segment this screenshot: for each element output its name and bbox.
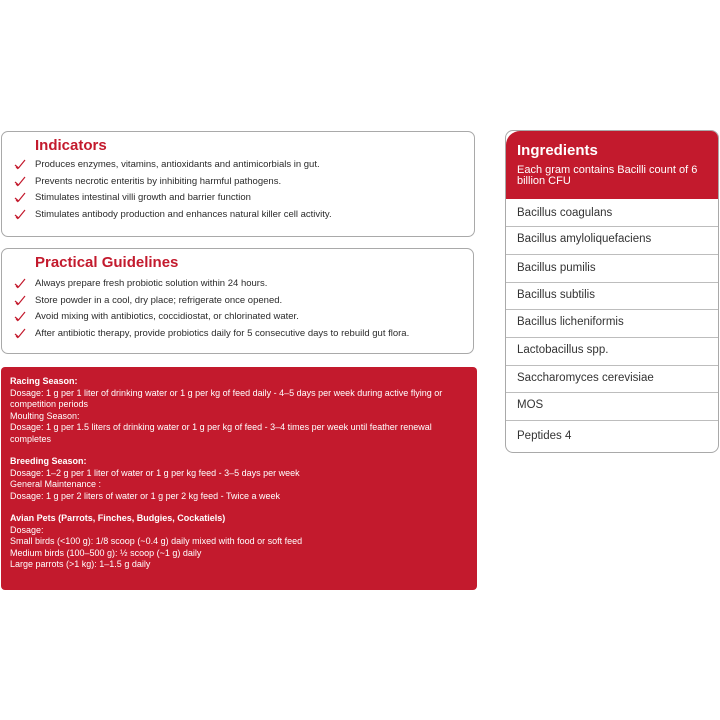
ingredient-name: Saccharomyces cerevisiae (517, 372, 654, 384)
check-mark-icon (14, 175, 26, 187)
ingredient-row (506, 283, 718, 310)
indicators-panel (1, 131, 475, 237)
ingredient-row (506, 227, 718, 255)
ingredient-row (506, 366, 718, 393)
ingredient-row (506, 310, 718, 338)
guideline-text: Always prepare fresh probiotic solution within 24 hours. (35, 278, 268, 289)
ingredients-card (505, 130, 719, 453)
indicators-title: Indicators (35, 137, 107, 154)
ingredient-name: Bacillus amyloliquefaciens (517, 233, 652, 245)
list-item (2, 276, 473, 292)
check-mark-icon (14, 208, 26, 220)
list-item (2, 309, 473, 325)
list-item (2, 207, 474, 223)
check-mark-icon (14, 158, 26, 170)
guideline-text: Store powder in a cool, dry place; refrigerate once opened. (35, 295, 283, 306)
general-maintenance-heading: General Maintenance : (10, 479, 102, 489)
list-item (2, 190, 474, 206)
ingredient-row (506, 421, 718, 453)
guideline-text: Avoid mixing with antibiotics, coccidiostat, or chlorinated water. (35, 311, 299, 322)
moulting-season-heading: Moulting Season: (10, 410, 80, 421)
list-item (2, 157, 474, 173)
ingredient-name: Bacillus pumilis (517, 262, 596, 274)
avian-large-parrots: Large parrots (>1 kg): 1–1.5 g daily (10, 559, 151, 569)
indicator-text: Stimulates antibody production and enhances natural killer cell activity. (35, 209, 332, 220)
ingredient-name: Bacillus licheniformis (517, 316, 624, 328)
indicator-text: Produces enzymes, vitamins, antioxidants and antimicorbials in gut. (35, 159, 320, 170)
general-maintenance-dosage: Dosage: 1 g per 2 liters of water or 1 g per 2 kg feed - Twice a week (10, 490, 280, 501)
breeding-season-dosage: Dosage: 1–2 g per 1 liter of water or 1 g per kg feed - 3–5 days per week (10, 467, 300, 478)
check-mark-icon (14, 310, 26, 322)
list-item (2, 174, 474, 190)
list-item (2, 293, 473, 309)
ingredient-row (506, 199, 718, 227)
ingredient-row (506, 255, 718, 283)
guidelines-panel (1, 248, 474, 354)
ingredient-name: MOS (517, 399, 544, 411)
racing-season-heading: Racing Season: (10, 376, 78, 386)
breeding-season-heading: Breeding Season: (10, 456, 87, 466)
list-item (2, 326, 473, 342)
ingredient-row (506, 338, 718, 366)
ingredient-name: Bacillus coagulans (517, 207, 613, 219)
avian-small-birds: Small birds (<100 g): 1/8 scoop (~0.4 g) daily mixed with food or soft feed (10, 536, 303, 546)
check-mark-icon (14, 191, 26, 203)
check-mark-icon (14, 277, 26, 289)
racing-season-dosage: Dosage: 1 g per 1 liter of drinking water or 1 g per kg of feed daily - 4–5 days per week during active flying or competition periods (10, 387, 443, 409)
dosage-box (1, 367, 477, 590)
check-mark-icon (14, 327, 26, 339)
moulting-season-dosage: Dosage: 1 g per 1.5 liters of drinking water or 1 g per kg of feed - 3–4 times per week until feather renewal completes (10, 422, 432, 444)
ingredient-name: Lactobacillus spp. (517, 344, 609, 356)
avian-medium-birds: Medium birds (100–500 g): ½ scoop (~1 g) daily (10, 547, 202, 558)
ingredients-header (506, 131, 718, 199)
ingredients-subtitle: Each gram contains Bacilli count of 6 billion CFU (517, 164, 698, 187)
ingredient-name: Peptides 4 (517, 430, 572, 442)
guidelines-title: Practical Guidelines (35, 254, 179, 271)
check-mark-icon (14, 294, 26, 306)
ingredients-title: Ingredients (517, 142, 598, 159)
guideline-text: After antibiotic therapy, provide probiotics daily for 5 consecutive days to rebuild gut flora. (35, 328, 410, 339)
ingredient-row (506, 393, 718, 421)
ingredient-name: Bacillus subtilis (517, 289, 595, 301)
avian-pets-heading: Avian Pets (Parrots, Finches, Budgies, Cockatiels) (10, 513, 226, 523)
avian-pets-dosage-label: Dosage: (10, 524, 44, 535)
indicator-text: Stimulates intestinal villi growth and barrier function (35, 192, 251, 203)
indicator-text: Prevents necrotic enteritis by inhibiting harmful pathogens. (35, 176, 282, 187)
